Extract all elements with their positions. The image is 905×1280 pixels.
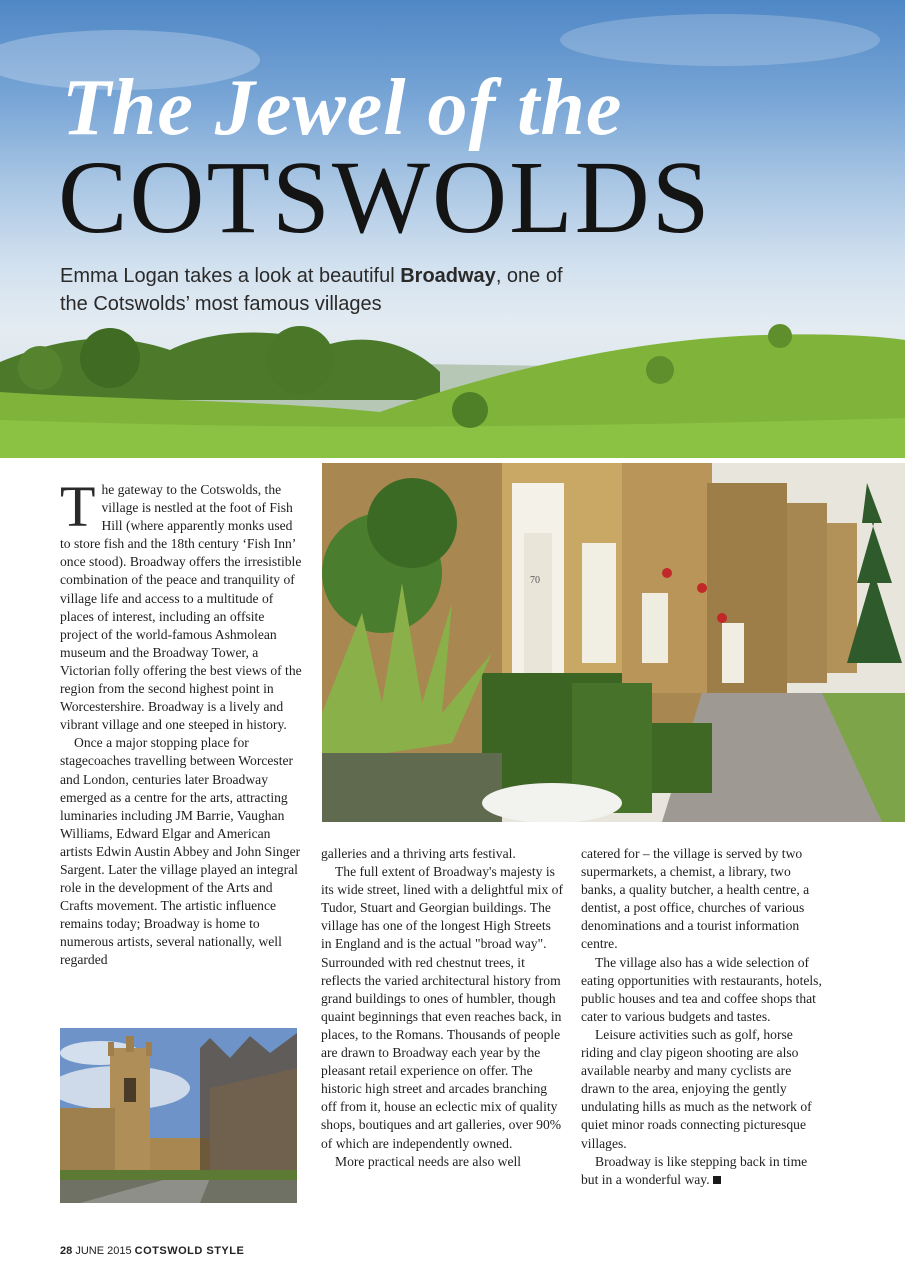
- issue-date: JUNE 2015: [75, 1245, 132, 1257]
- paragraph-4: More practical needs are also well: [335, 1153, 522, 1169]
- street-photo: [322, 463, 905, 822]
- title-italic: The Jewel of the: [62, 64, 623, 152]
- hero-banner: [0, 0, 905, 458]
- page-number: 28: [60, 1245, 73, 1257]
- paragraph-4-continued: catered for – the village is served by two supermarkets, a chemist, a library, two banks, a quality butcher, a health centre, a dentist, a post office, churches of various denominations and a tourist information centre.: [581, 846, 810, 952]
- drop-cap: T: [60, 474, 96, 539]
- magazine-name: COTSWOLD STYLE: [134, 1245, 245, 1257]
- door-number: 70: [530, 575, 540, 586]
- paragraph-6: Leisure activities such as golf, horse riding and clay pigeon shooting are also available nearby and many cyclists are drawn to the area, enjoying the gently undulating hills as much as the network of quiet minor roads connecting picturesque villages.: [581, 1026, 812, 1151]
- article-column-3: [581, 845, 826, 1189]
- page-footer: [60, 1245, 244, 1257]
- subtitle: Emma Logan takes a look at beautiful Broadway, one of the Cotswolds’ most famous villages: [60, 265, 563, 315]
- title-caps: COTSWOLDS: [58, 140, 712, 255]
- paragraph-2: Once a major stopping place for stagecoaches travelling between Worcester and London, centuries later Broadway emerged as a centre for the arts, attracting luminaries including JM Barrie, Vaughan Williams, Edward Elgar and American artists Edwin Austin Abbey and John Singer Sargent. Later the village played an integral role in the development of the Arts and Crafts movement. The artistic influence remains today; Broadway is home to numerous artists, several nationally, well regarded: [60, 735, 301, 968]
- article-column-1: [60, 474, 302, 970]
- paragraph-5: The village also has a wide selection of eating opportunities with restaurants, hotels, public houses and tea and coffee shops that cater to various budgets and tastes.: [581, 954, 822, 1024]
- church-photo: [60, 1028, 297, 1203]
- paragraph-3: The full extent of Broadway's majesty is its wide street, lined with a delightful mix of Tudor, Stuart and Georgian buildings. The village has one of the longest High Streets in England and is the actual "broad way". Surrounded with red chestnut trees, it reflects the varied architectural history from grand buildings to ones of humbler, though quaint beginnings that even reaches back, in places, to the Romans. Thousands of people are drawn to Broadway each year by the pleasant retail experience on offer. The historic high street and arcades branching off from it, house an eclectic mix of quality shops, boutiques and art galleries, over 90% of which are independently owned.: [321, 864, 563, 1151]
- paragraph-7: Broadway is like stepping back in time but in a wonderful way.: [581, 1153, 808, 1187]
- paragraph-1: The gateway to the Cotswolds, the village is nestled at the foot of Fish Hill (where apparently monks used to store fish and the 18th century ‘Fish Inn’ once stood). Broadway offers the irresistible combination of the peace and tranquility of village life and access to a multitude of places of interest, including an offsite project of the world-famous Ashmolean museum and the Broadway Tower, a Victorian folly offering the best views of the region from the second highest point in Worcestershire. Broadway is a lively and vibrant village and one steeped in history.: [60, 474, 302, 733]
- end-mark-icon: [713, 1176, 721, 1184]
- article-column-2: [321, 845, 563, 1171]
- paragraph-2-continued: galleries and a thriving arts festival.: [321, 846, 516, 861]
